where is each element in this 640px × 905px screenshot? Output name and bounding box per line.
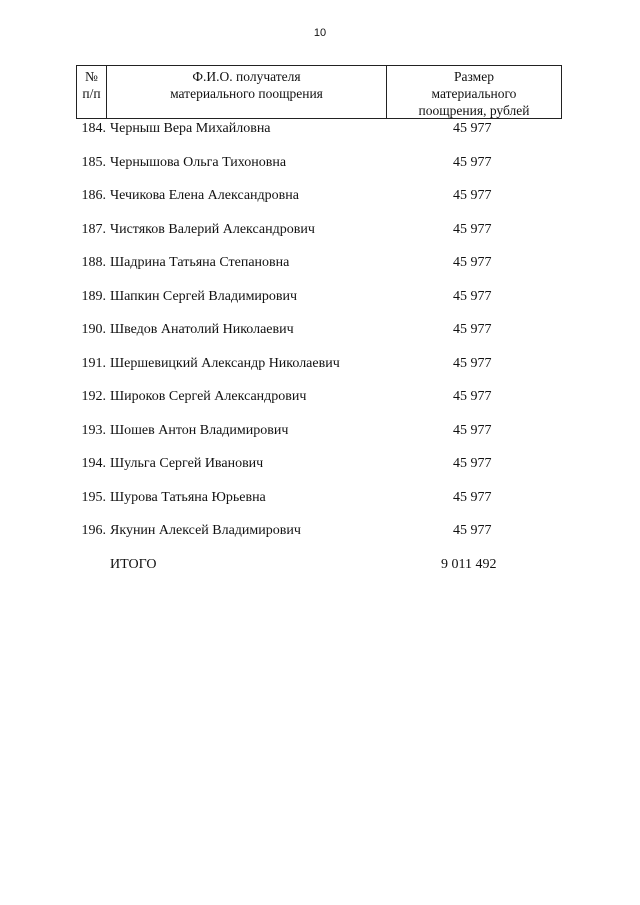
header-amount-line: материального: [431, 86, 517, 101]
row-amount: 45 977: [453, 422, 492, 438]
row-amount: 45 977: [453, 489, 492, 505]
row-amount: 45 977: [453, 355, 492, 371]
row-name: Чечикова Елена Александровна: [110, 188, 299, 203]
row-number: 193.: [81, 422, 106, 438]
row-name: Шульга Сергей Иванович: [110, 456, 264, 471]
row-name: Чернышова Ольга Тихоновна: [110, 154, 287, 170]
table-row: [0, 281, 640, 315]
table-row: [0, 448, 640, 482]
row-name: Шведов Анатолий Николаевич: [110, 322, 294, 337]
row-name: Шурова Татьяна Юрьевна: [110, 489, 266, 505]
row-amount: 45 977: [453, 389, 492, 404]
table-row: [0, 147, 640, 181]
row-amount: 45 977: [453, 188, 492, 203]
row-name: Шадрина Татьяна Степановна: [110, 255, 290, 270]
header-name-line: Ф.И.О. получателя: [192, 69, 301, 84]
total-value: 9 011 492: [441, 557, 497, 572]
header-number-line: №: [85, 69, 98, 84]
page-number: 10: [313, 27, 327, 39]
row-name: Шершевицкий Александр Николаевич: [110, 355, 340, 371]
row-number: 185.: [81, 154, 106, 170]
row-number: 186.: [81, 188, 106, 203]
row-number: 192.: [81, 389, 106, 404]
header-amount-column: [387, 66, 561, 118]
row-number: 195.: [81, 489, 106, 505]
row-amount: 45 977: [453, 154, 492, 170]
row-number: 196.: [81, 523, 106, 538]
table-row: [0, 482, 640, 516]
row-name: Широков Сергей Александрович: [110, 389, 307, 404]
row-amount: 45 977: [453, 255, 492, 270]
row-number: 188.: [81, 255, 106, 270]
table-row: [0, 214, 640, 248]
table-row: [0, 415, 640, 449]
row-number: 191.: [81, 355, 106, 371]
row-amount: 45 977: [453, 456, 492, 471]
row-number: 187.: [81, 221, 106, 237]
row-number: 194.: [81, 456, 106, 471]
row-name: Чистяков Валерий Александрович: [110, 221, 315, 237]
header-name-line: материального поощрения: [170, 86, 323, 101]
row-amount: 45 977: [453, 221, 492, 237]
row-number: 184.: [81, 121, 106, 136]
row-amount: 45 977: [453, 121, 492, 136]
header-name-column: [107, 66, 387, 118]
table-row: [0, 314, 640, 348]
row-number: 189.: [81, 288, 106, 304]
recipients-list: [0, 113, 640, 549]
header-amount-line: поощрения, рублей: [418, 103, 530, 118]
row-name: Шошев Антон Владимирович: [110, 422, 289, 438]
table-header: [76, 65, 562, 119]
row-name: Черныш Вера Михайловна: [110, 121, 271, 136]
row-amount: 45 977: [453, 322, 492, 337]
row-name: Шапкин Сергей Владимирович: [110, 288, 298, 304]
header-number-column: [77, 66, 107, 118]
header-number-line: п/п: [82, 86, 101, 101]
total-label: ИТОГО: [110, 557, 157, 572]
table-row: [0, 180, 640, 214]
row-name: Якунин Алексей Владимирович: [110, 523, 301, 538]
header-amount-line: Размер: [454, 69, 494, 84]
row-number: 190.: [81, 322, 106, 337]
table-row: [0, 113, 640, 147]
table-row: [0, 348, 640, 382]
table-row: [0, 381, 640, 415]
row-amount: 45 977: [453, 288, 492, 304]
row-amount: 45 977: [453, 523, 492, 538]
table-row: [0, 247, 640, 281]
table-row: [0, 515, 640, 549]
